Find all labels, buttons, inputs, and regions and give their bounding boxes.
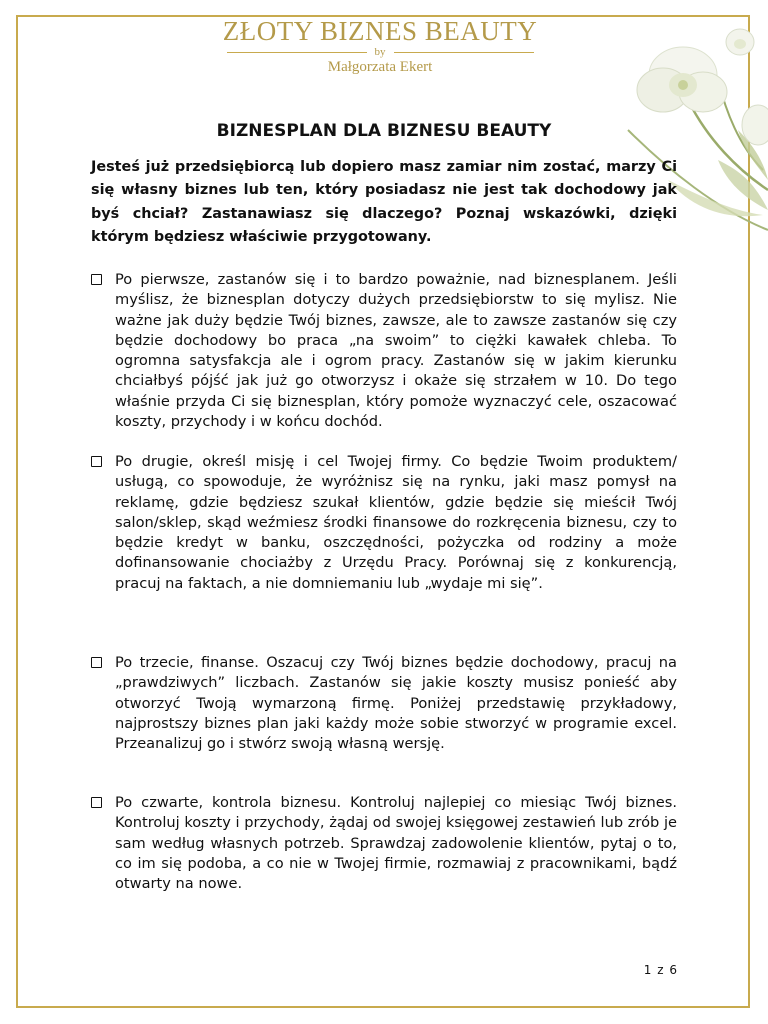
checkbox-icon [91, 657, 102, 668]
checklist-item-1 [91, 270, 677, 432]
checklist-item-text: Po pierwsze, zastanów się i to bardzo poważnie, nad biznesplanem. Jeśli myślisz, że biznesplan dotyczy dużych przedsiębiorstw to się mylisz. Nie ważne jak duży będzie Twój biznes, zawsze, ale to zawsze zastanów się czy będzie dochodowy bo praca „na swoim” to ciężki kawałek chleba. To ogromna satysfakcja ale i ogrom pracy. Zastanów się w jakim kierunku chciałbyś pójść jak już go otworzysz i okaże się strzałem w 10. Do tego właśnie przyda Ci się biznesplan, który pomoże wyznaczyć cele, oszacować koszty, przychody i w końcu dochód. [115, 271, 677, 431]
checkbox-icon [91, 456, 102, 467]
brand-logo [180, 16, 580, 76]
brand-author: Małgorzata Ekert [327, 59, 433, 75]
checklist-item-3 [91, 653, 677, 754]
brand-divider-right [394, 52, 534, 53]
document-title: BIZNESPLAN DLA BIZNESU BEAUTY [216, 121, 552, 141]
checklist-item-4 [91, 793, 677, 894]
brand-by-row [180, 46, 580, 58]
page-number: 1 z 6 [643, 963, 678, 977]
checklist-item-text: Po trzecie, finanse. Oszacuj czy Twój biznes będzie dochodowy, pracuj na „prawdziwych” liczbach. Zastanów się jakie koszty musisz ponieść aby otworzyć Twoją wymarzoną firmę. Poniżej przedstawię przykładowy, najprostszy biznes plan jaki każdy może sobie stworzyć w programie excel. Przeanalizuj go i stwórz swoją własną wersję. [115, 654, 677, 753]
checkbox-icon [91, 274, 102, 285]
brand-title: ZŁOTY BIZNES BEAUTY [222, 16, 538, 46]
checklist-item-text: Po drugie, określ misję i cel Twojej firmy. Co będzie Twoim produktem/ usługą, co spowoduje, że wyróżnisz się na rynku, jaki masz pomysł na reklamę, gdzie będziesz szukał klientów, gdzie będzie się mieścił Twój salon/sklep, skąd weźmiesz środki finansowe do rozkręcenia biznesu, czy to będzie kredyt w banku, oszczędności, pożyczka od rodziny a może dofinansowanie chociażby z Urzędu Pracy. Porównaj się z konkurencją, pracuj na faktach, a nie domniemaniu lub „wydaje mi się”. [115, 453, 677, 592]
checklist-item-text: Po czwarte, kontrola biznesu. Kontroluj najlepiej co miesiąc Twój biznes. Kontroluj koszty i przychody, żądaj od swojej księgowej zestawień lub zrób je sam według własnych potrzeb. Sprawdzaj zadowolenie klientów, pytaj o to, co im się podoba, a co nie w Twojej firmie, rozmawiaj z pracownikami, bądź otwarty na nowe. [115, 794, 677, 893]
intro-paragraph: Jesteś już przedsiębiorcą lub dopiero masz zamiar nim zostać, marzy Ci się własny biznes lub ten, który posiadasz nie jest tak dochodowy jak byś chciał? Zastanawiasz się dlaczego? Poznaj wskazówki, dzięki którym będziesz właściwie przygotowany. [91, 159, 677, 246]
checkbox-icon [91, 797, 102, 808]
checklist-item-2 [91, 452, 677, 594]
brand-divider-left [227, 52, 367, 53]
brand-by: by [374, 46, 386, 58]
